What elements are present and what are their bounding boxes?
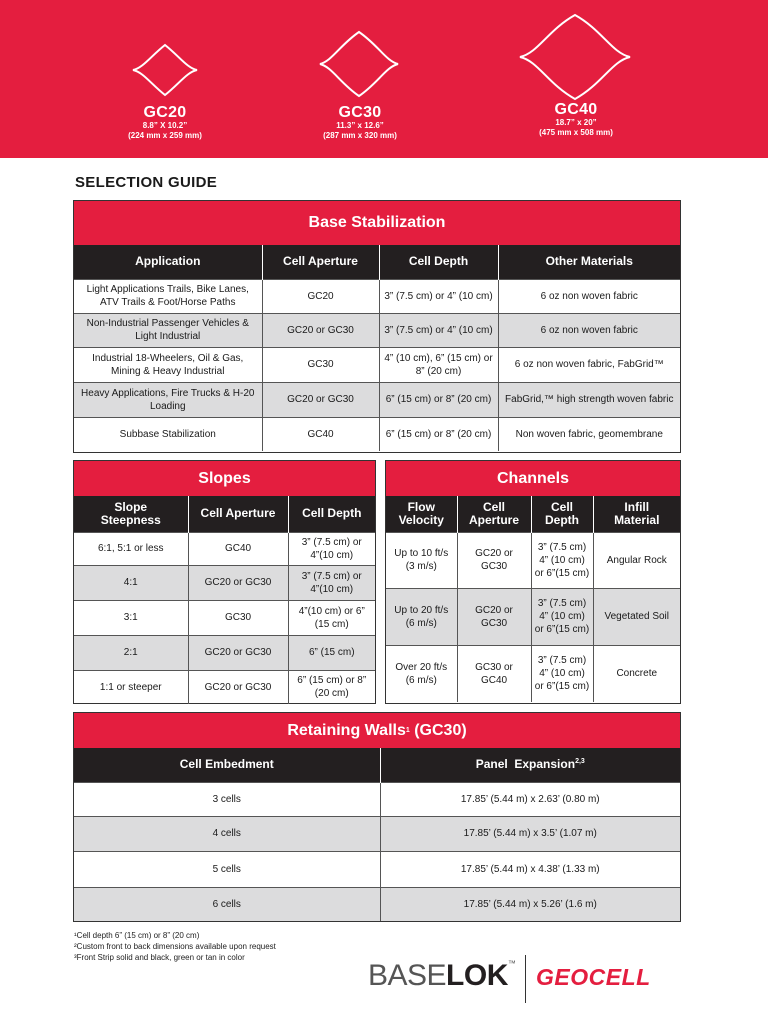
column-header: Infill Material — [593, 496, 680, 532]
table-cell: Subbase Stabilization — [74, 417, 262, 451]
table-row — [74, 782, 680, 816]
gc20-size-in: 8.8” X 10.2” — [142, 121, 188, 130]
base-stabilization-grid — [74, 245, 680, 451]
retaining-walls-title-text: Retaining Walls — [287, 721, 406, 739]
table-row — [74, 851, 680, 887]
column-header: Flow Velocity — [386, 496, 457, 532]
logo-divider — [525, 955, 526, 1003]
gc40-name: GC40 — [554, 101, 598, 118]
gc20-cell-shape-icon — [131, 42, 199, 98]
footnote: ²Custom front to back dimensions available upon request — [74, 942, 276, 951]
table-cell: 5 cells — [74, 851, 380, 887]
gc40-size-mm: (475 mm x 508 mm) — [539, 128, 613, 137]
table-cell: GC30 — [188, 600, 288, 635]
table-cell: 17.85’ (5.44 m) x 4.38’ (1.33 m) — [380, 851, 680, 887]
table-cell: 17.85’ (5.44 m) x 3.5’ (1.07 m) — [380, 816, 680, 851]
table-row — [74, 816, 680, 851]
table-cell: Over 20 ft/s (6 m/s) — [386, 645, 457, 702]
table-cell: GC20 or GC30 — [262, 313, 379, 347]
footnotes — [74, 930, 276, 963]
table-cell: 17.85’ (5.44 m) x 2.63’ (0.80 m) — [380, 782, 680, 816]
gc20-label — [105, 104, 225, 141]
table-cell: FabGrid,™ high strength woven fabric — [498, 382, 680, 417]
table-cell: 6:1, 5:1 or less — [74, 532, 188, 565]
table-cell: 6 oz non woven fabric, FabGrid™ — [498, 347, 680, 382]
gc40-size-in: 18.7” x 20” — [555, 118, 597, 127]
brand-lok: LOK — [446, 959, 508, 992]
gc30-size-in: 11.3” x 12.6” — [336, 121, 384, 130]
retaining-walls-grid — [74, 748, 680, 921]
panel-expansion-sup: 2,3 — [575, 758, 585, 766]
table-cell: Up to 10 ft/s (3 m/s) — [386, 532, 457, 588]
table-cell: GC20 or GC30 — [188, 565, 288, 600]
table-cell: Angular Rock — [593, 532, 680, 588]
slopes-title: Slopes — [74, 461, 375, 496]
gc30-label — [300, 104, 420, 141]
column-header: Cell Aperture — [457, 496, 531, 532]
table-cell: 3” (7.5 cm) or 4”(10 cm) — [288, 565, 375, 600]
gc40-cell-shape-icon — [518, 12, 632, 102]
column-header: Cell Embedment — [74, 748, 380, 782]
table-cell: 4”(10 cm) or 6” (15 cm) — [288, 600, 375, 635]
retaining-walls-title-suffix: (GC30) — [409, 721, 467, 739]
gc30-name: GC30 — [338, 104, 382, 121]
brand-base: BASE — [368, 959, 447, 992]
table-cell: 6 cells — [74, 887, 380, 921]
selection-guide-title: SELECTION GUIDE — [75, 174, 218, 191]
table-row — [386, 645, 680, 702]
table-cell: 1:1 or steeper — [74, 670, 188, 704]
column-header: Other Materials — [498, 245, 680, 279]
column-header: Cell Depth — [531, 496, 593, 532]
table-cell: 6 oz non woven fabric — [498, 313, 680, 347]
table-row — [74, 670, 375, 704]
table-cell: 6” (15 cm) — [288, 635, 375, 670]
table-cell: GC40 — [188, 532, 288, 565]
footnote: ³Front Strip solid and black, green or tan in color — [74, 953, 245, 962]
column-header: Cell Aperture — [262, 245, 379, 279]
table-cell: GC30 or GC40 — [457, 645, 531, 702]
column-header — [380, 748, 680, 782]
gc40-label — [514, 101, 638, 138]
table-cell: 3” (7.5 cm) or 4” (10 cm) — [379, 313, 498, 347]
brand-tm: ™ — [507, 959, 516, 968]
table-cell: Heavy Applications, Fire Trucks & H-20 Loading — [74, 382, 262, 417]
table-row — [74, 565, 375, 600]
gc30-size-mm: (287 mm x 320 mm) — [323, 131, 397, 140]
table-cell: 3:1 — [74, 600, 188, 635]
column-header: Slope Steepness — [74, 496, 188, 532]
table-row — [74, 417, 680, 451]
table-header-row — [74, 496, 375, 532]
table-cell: 3” (7.5 cm) 4” (10 cm) or 6”(15 cm) — [531, 645, 593, 702]
table-cell: 6” (15 cm) or 8” (20 cm) — [379, 417, 498, 451]
table-cell: Concrete — [593, 645, 680, 702]
table-cell: Vegetated Soil — [593, 588, 680, 645]
table-cell: 3” (7.5 cm) or 4” (10 cm) — [379, 279, 498, 313]
column-header: Application — [74, 245, 262, 279]
table-cell: GC30 — [262, 347, 379, 382]
table-cell: 4:1 — [74, 565, 188, 600]
baselok-geocell-logo — [368, 955, 668, 1005]
panel-expansion-label: Panel Expansion — [475, 757, 576, 772]
base-stabilization-title: Base Stabilization — [74, 201, 680, 245]
table-row — [74, 382, 680, 417]
slopes-grid — [74, 496, 375, 704]
table-cell: 6” (15 cm) or 8” (20 cm) — [379, 382, 498, 417]
column-header: Cell Aperture — [188, 496, 288, 532]
table-cell: GC20 or GC30 — [188, 670, 288, 704]
table-row — [74, 347, 680, 382]
gc20-size-mm: (224 mm x 259 mm) — [128, 131, 202, 140]
table-cell: 4” (10 cm), 6” (15 cm) or 8” (20 cm) — [379, 347, 498, 382]
table-header-row — [74, 245, 680, 279]
table-cell: GC20 or GC30 — [457, 588, 531, 645]
table-cell: 6” (15 cm) or 8” (20 cm) — [288, 670, 375, 704]
column-header: Cell Depth — [379, 245, 498, 279]
table-cell: 3” (7.5 cm) 4” (10 cm) or 6”(15 cm) — [531, 532, 593, 588]
table-cell: GC20 or GC30 — [188, 635, 288, 670]
table-cell: Non woven fabric, geomembrane — [498, 417, 680, 451]
retaining-walls-table — [73, 712, 681, 922]
table-cell: 3” (7.5 cm) or 4”(10 cm) — [288, 532, 375, 565]
footnote: ¹Cell depth 6” (15 cm) or 8” (20 cm) — [74, 931, 200, 940]
table-cell: GC20 or GC30 — [262, 382, 379, 417]
table-cell: 3 cells — [74, 782, 380, 816]
table-row — [74, 887, 680, 921]
table-cell: 3” (7.5 cm) 4” (10 cm) or 6”(15 cm) — [531, 588, 593, 645]
table-row — [74, 313, 680, 347]
table-cell: Up to 20 ft/s (6 m/s) — [386, 588, 457, 645]
channels-title: Channels — [386, 461, 680, 496]
table-cell: 4 cells — [74, 816, 380, 851]
table-cell: GC20 or GC30 — [457, 532, 531, 588]
base-stabilization-table — [73, 200, 681, 453]
table-cell: Industrial 18-Wheelers, Oil & Gas, Mining & Heavy Industrial — [74, 347, 262, 382]
table-row — [74, 279, 680, 313]
gc20-name: GC20 — [143, 104, 187, 121]
table-cell: Light Applications Trails, Bike Lanes, ATV Trails & Foot/Horse Paths — [74, 279, 262, 313]
table-cell: 2:1 — [74, 635, 188, 670]
table-cell: GC20 — [262, 279, 379, 313]
table-row — [74, 635, 375, 670]
table-cell: 6 oz non woven fabric — [498, 279, 680, 313]
header-banner — [0, 0, 768, 158]
table-row — [386, 588, 680, 645]
table-header-row — [386, 496, 680, 532]
table-row — [74, 532, 375, 565]
table-cell: GC40 — [262, 417, 379, 451]
table-row — [74, 600, 375, 635]
channels-table — [385, 460, 681, 704]
column-header: Cell Depth — [288, 496, 375, 532]
baselok-wordmark — [368, 959, 515, 993]
geocell-wordmark: GEOCELL — [536, 964, 651, 990]
slopes-table — [73, 460, 376, 704]
gc30-cell-shape-icon — [318, 29, 400, 99]
table-row — [386, 532, 680, 588]
table-cell: 17.85’ (5.44 m) x 5.26’ (1.6 m) — [380, 887, 680, 921]
retaining-walls-title: Retaining Walls 1 (GC30) — [74, 713, 680, 748]
channels-grid — [386, 496, 680, 702]
table-cell: Non-Industrial Passenger Vehicles & Light Industrial — [74, 313, 262, 347]
table-header-row — [74, 748, 680, 782]
